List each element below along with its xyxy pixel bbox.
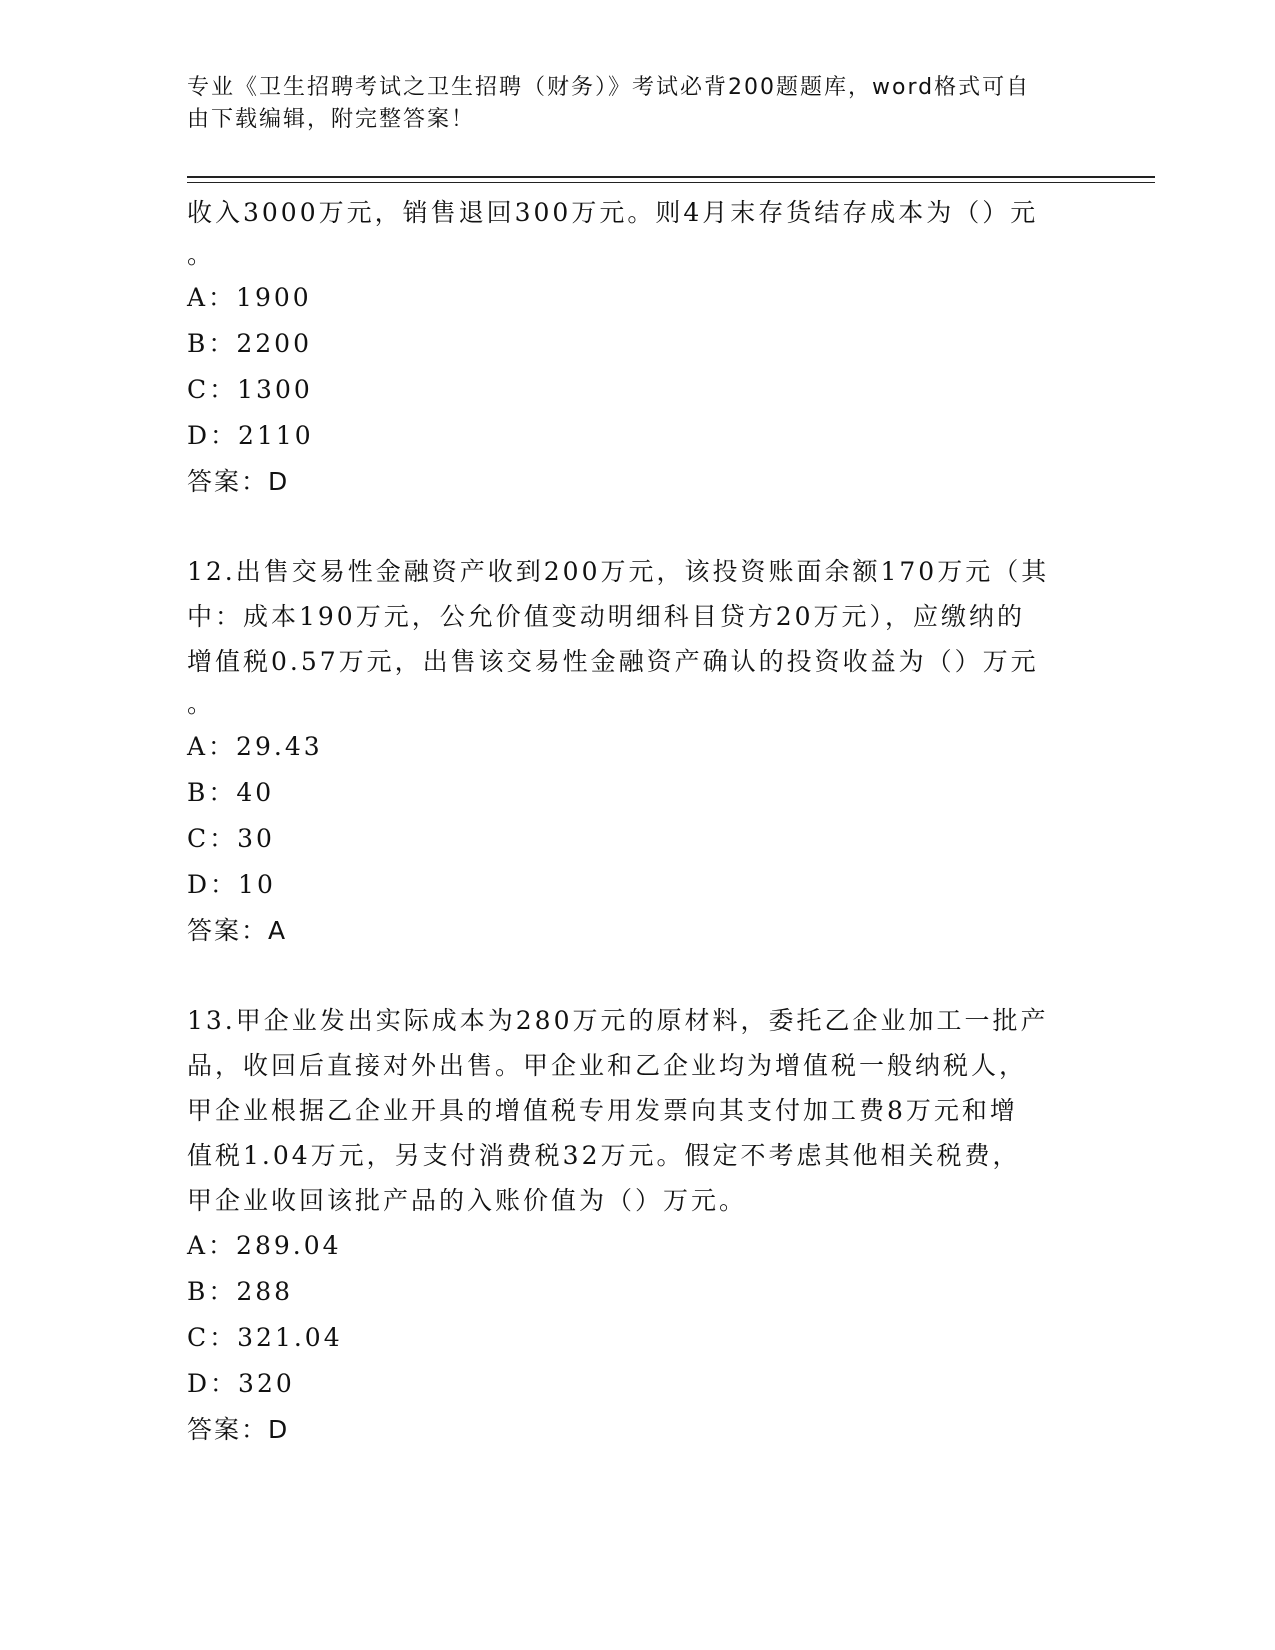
header-divider-thin xyxy=(187,182,1155,183)
option-d: D：10 xyxy=(187,870,276,899)
header-divider xyxy=(187,176,1155,178)
question-stem-line: 。 xyxy=(187,689,216,718)
question-12 xyxy=(187,549,1087,954)
document-body xyxy=(187,190,1087,1453)
question-11-tail xyxy=(187,190,1087,505)
answer-line: 答案：D xyxy=(187,467,290,496)
option-d: D：2110 xyxy=(187,421,314,450)
option-c: C：30 xyxy=(187,824,275,853)
question-stem-line: 甲企业收回该批产品的入账价值为（）万元。 xyxy=(187,1186,748,1215)
option-a: A：1900 xyxy=(187,283,312,312)
question-stem-line: 甲企业根据乙企业开具的增值税专用发票向其支付加工费8万元和增 xyxy=(187,1096,1018,1125)
option-a: A：29.43 xyxy=(187,732,323,761)
question-stem-line: 增值税0.57万元，出售该交易性金融资产确认的投资收益为（）万元 xyxy=(187,647,1039,676)
option-b: B：288 xyxy=(187,1277,294,1306)
question-stem-line: 品，收回后直接对外出售。甲企业和乙企业均为增值税一般纳税人， xyxy=(187,1051,1028,1080)
option-c: C：321.04 xyxy=(187,1323,343,1352)
question-stem-line: 收入3000万元，销售退回300万元。则4月末存货结存成本为（）元 xyxy=(187,198,1039,227)
question-stem-line: 值税1.04万元，另支付消费税32万元。假定不考虑其他相关税费， xyxy=(187,1141,1021,1170)
option-c: C：1300 xyxy=(187,375,313,404)
answer-line: 答案：A xyxy=(187,916,288,945)
document-header xyxy=(187,72,1067,136)
spacer xyxy=(187,954,1087,998)
question-stem-line: 中：成本190万元，公允价值变动明细科目贷方20万元），应缴纳的 xyxy=(187,602,1026,631)
header-line-2: 由下载编辑，附完整答案！ xyxy=(187,107,476,132)
option-d: D：320 xyxy=(187,1369,295,1398)
option-b: B：2200 xyxy=(187,329,312,358)
question-stem-line: 。 xyxy=(187,240,216,269)
question-stem-line: 13.甲企业发出实际成本为280万元的原材料，委托乙企业加工一批产 xyxy=(187,1006,1049,1035)
question-stem-line: 12.出售交易性金融资产收到200万元，该投资账面余额170万元（其 xyxy=(187,557,1050,586)
option-a: A：289.04 xyxy=(187,1231,342,1260)
option-b: B：40 xyxy=(187,778,275,807)
spacer xyxy=(187,505,1087,549)
question-13 xyxy=(187,998,1087,1453)
answer-line: 答案：D xyxy=(187,1415,290,1444)
header-line-1: 专业《卫生招聘考试之卫生招聘（财务）》考试必背200题题库，word格式可自 xyxy=(187,75,1031,100)
